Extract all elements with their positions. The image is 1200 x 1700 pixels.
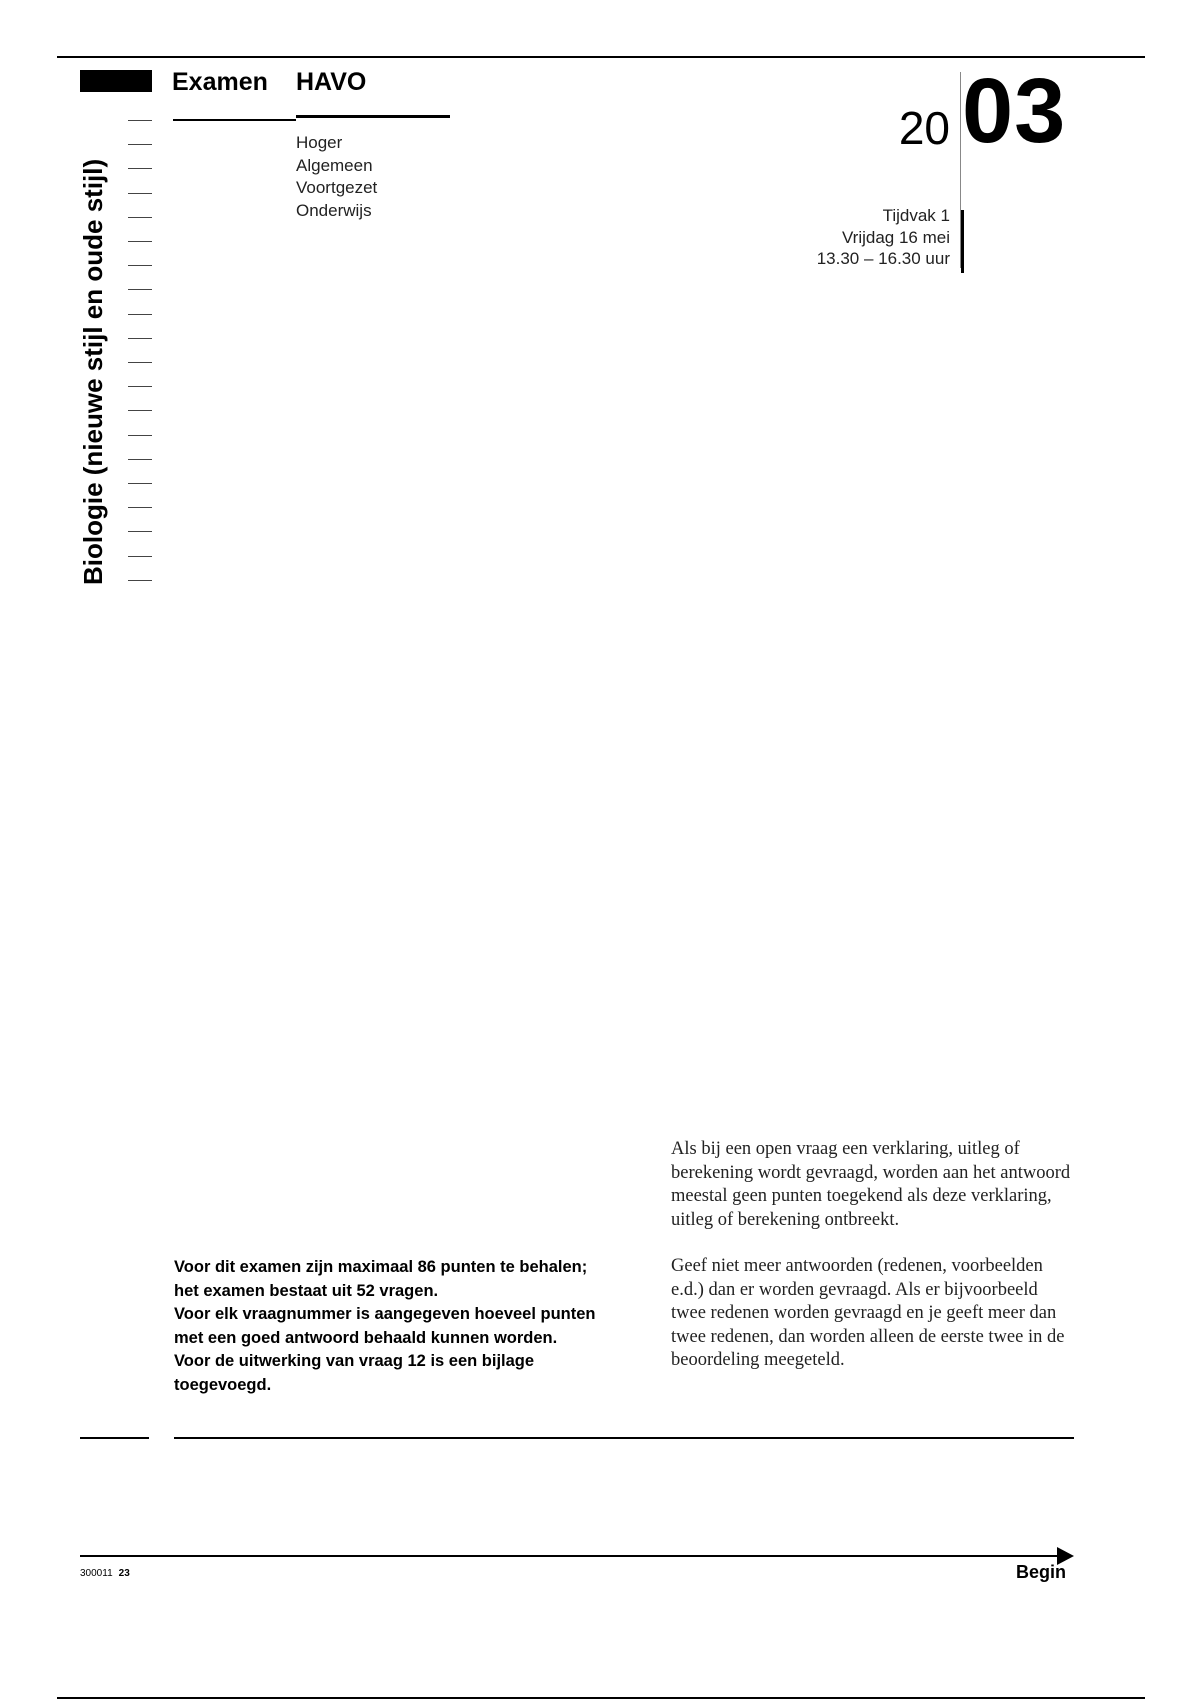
tick-mark [128,483,152,484]
tick-mark [128,435,152,436]
bottom-page-rule [57,1697,1145,1699]
black-marker-block [80,70,152,92]
bottom-rule-left [80,1437,149,1439]
document-code [80,1568,130,1579]
level-expansion-line: Algemeen [296,155,373,175]
instruction-line: Voor dit examen zijn maximaal 86 punten te behalen; het examen bestaat uit 52 vragen. [174,1258,588,1300]
subject-title: Biologie (nieuwe stijl en oude stijl) [78,158,108,585]
tick-mark [128,556,152,557]
tick-mark [128,265,152,266]
exam-heading [172,68,367,97]
tick-mark [128,120,152,121]
tick-mark [128,507,152,508]
heading-rule-left [173,119,296,121]
tick-mark [128,144,152,145]
level-expansion-line: Onderwijs [296,200,372,220]
instruction-line: Voor elk vraagnummer is aangegeven hoeveel punten met een goed antwoord behaald kunnen worden. [174,1305,596,1347]
tick-mark [128,241,152,242]
heading-rule-right [296,115,450,118]
tick-mark [128,193,152,194]
instruction-line: Voor de uitwerking van vraag 12 is een bijlage toegevoegd. [174,1352,535,1394]
tijdvak-divider [961,210,964,273]
tick-mark [128,410,152,411]
code-id: 300011 [80,1568,113,1579]
exam-level: HAVO [296,68,367,96]
tick-mark [128,386,152,387]
tick-mark [128,531,152,532]
exam-session-info [817,205,950,270]
tick-mark [128,459,152,460]
tijdvak-label: Tijdvak 1 [882,206,950,225]
tick-mark [128,580,152,581]
level-expansion [296,132,377,222]
bottom-rule-right [174,1437,1074,1439]
tick-mark [128,362,152,363]
tick-mark [128,168,152,169]
year-suffix: 03 [962,60,1067,162]
tick-mark [128,314,152,315]
exam-time: 13.30 – 16.30 uur [816,249,950,268]
tick-mark [128,217,152,218]
exam-date: Vrijdag 16 mei [841,227,950,247]
year-prefix: 20 [898,102,950,154]
begin-label: Begin [1016,1562,1067,1582]
begin-arrow-line [80,1555,1060,1557]
level-expansion-line: Hoger [296,133,343,152]
tick-mark [128,338,152,339]
instructions-right [671,1138,1076,1373]
top-rule [57,56,1145,58]
level-expansion-line: Voortgezet [296,178,378,197]
code-number: 23 [118,1568,130,1579]
instruction-paragraph: Geef niet meer antwoorden (redenen, voorbeelden e.d.) dan er worden gevraagd. Als er bijvoorbeeld twee redenen worden gevraagd en je geeft meer dan twee redenen, dan worden alleen de eerste twee in de beoordeling meegeteld. [671,1256,1065,1370]
instruction-paragraph: Als bij een open vraag een verklaring, uitleg of berekening wordt gevraagd, worden aan het antwoord meestal geen punten toegekend als deze verklaring, uitleg of berekening ontbreekt. [671,1139,1071,1230]
instructions-left [174,1256,614,1397]
examen-label: Examen [172,68,268,96]
tick-mark [128,289,152,290]
